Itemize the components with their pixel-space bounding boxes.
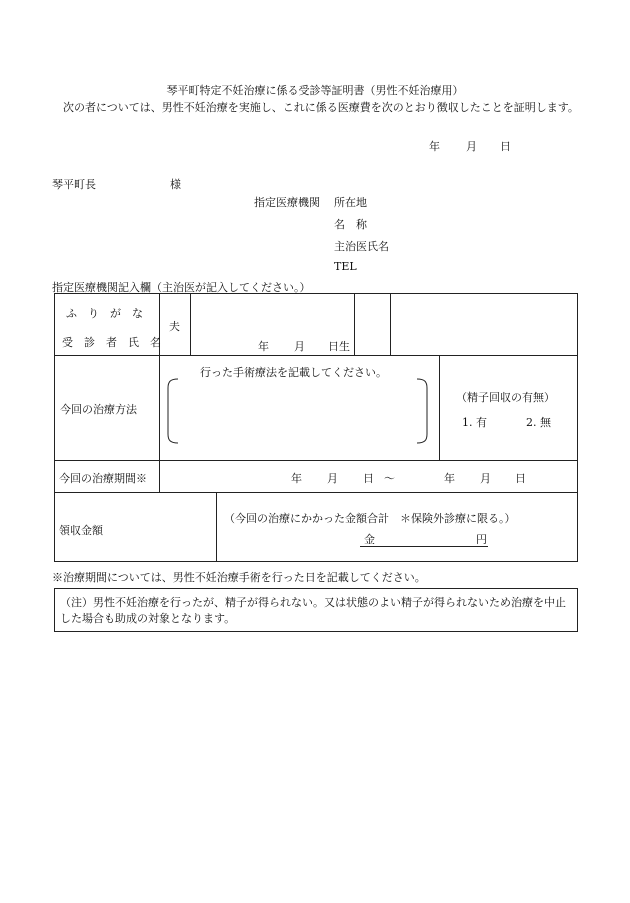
row-divider bbox=[54, 460, 578, 461]
husband-label: 夫 bbox=[169, 320, 180, 333]
patient-name-label: 受 診 者 氏 名 bbox=[62, 336, 161, 349]
method-label: 今回の治療方法 bbox=[60, 403, 137, 416]
bracket-right bbox=[415, 378, 429, 444]
period-day-1: 日 bbox=[363, 472, 374, 485]
addressee: 琴平町長 bbox=[52, 178, 96, 191]
addressee-honorific: 様 bbox=[170, 178, 181, 191]
row-divider bbox=[54, 355, 578, 356]
col-divider bbox=[390, 293, 391, 355]
institution-tel-label: TEL bbox=[334, 260, 357, 273]
period-year-2: 年 bbox=[444, 472, 455, 485]
col-divider bbox=[439, 355, 440, 460]
intro-text: 次の者については、男性不妊治療を実施し、これに係る医療費を次のとおり徴収したことを証明します。 bbox=[63, 101, 579, 114]
method-instruction: 行った手術療法を記載してください。 bbox=[200, 366, 387, 379]
document-title: 琴平町特定不妊治療に係る受診等証明書（男性不妊治療用） bbox=[166, 84, 464, 97]
institution-address-label: 所在地 bbox=[334, 196, 367, 209]
amount-underline bbox=[360, 546, 488, 547]
institution-doctor-label: 主治医氏名 bbox=[334, 240, 389, 253]
sperm-option-yes: 1. 有 bbox=[462, 416, 487, 429]
bracket-left bbox=[166, 378, 180, 444]
section-heading: 指定医療機関記入欄（主治医が記入してください。） bbox=[52, 281, 311, 294]
col-divider bbox=[159, 293, 160, 492]
row-divider bbox=[54, 492, 578, 493]
furigana-label: ふ り が な bbox=[66, 307, 143, 320]
institution-label: 指定医療機関 bbox=[254, 196, 320, 209]
footnote: ※治療期間については、男性不妊治療手術を行った日を記載してください。 bbox=[52, 571, 426, 584]
period-day-2: 日 bbox=[515, 472, 526, 485]
amount-note: （今回の治療にかかった金額合計 ＊保険外診療に限る。） bbox=[224, 512, 516, 525]
period-tilde: ～ bbox=[384, 472, 395, 485]
period-label: 今回の治療期間※ bbox=[59, 472, 147, 485]
institution-name-label: 名 称 bbox=[334, 218, 367, 231]
amount-suffix: 円 bbox=[476, 533, 487, 546]
issue-date-year: 年 bbox=[429, 140, 440, 153]
birth-day-label: 日生 bbox=[328, 340, 350, 353]
period-year-1: 年 bbox=[291, 472, 302, 485]
period-month-1: 月 bbox=[327, 472, 338, 485]
sperm-retrieval-label: （精子回収の有無） bbox=[456, 391, 555, 404]
col-divider bbox=[354, 293, 355, 355]
issue-date-month: 月 bbox=[466, 140, 477, 153]
note-text: （注）男性不妊治療を行ったが、精子が得られない。又は状態のよい精子が得られないため治療を中止した場合も助成の対象となります。 bbox=[60, 596, 566, 625]
col-divider bbox=[216, 492, 217, 562]
birth-month-label: 月 bbox=[294, 340, 305, 353]
amount-label: 領収金額 bbox=[59, 524, 103, 537]
period-month-2: 月 bbox=[480, 472, 491, 485]
birth-year-label: 年 bbox=[258, 340, 269, 353]
col-divider bbox=[190, 293, 191, 355]
sperm-option-no: 2. 無 bbox=[526, 416, 551, 429]
amount-prefix: 金 bbox=[364, 533, 375, 546]
issue-date-day: 日 bbox=[500, 140, 511, 153]
